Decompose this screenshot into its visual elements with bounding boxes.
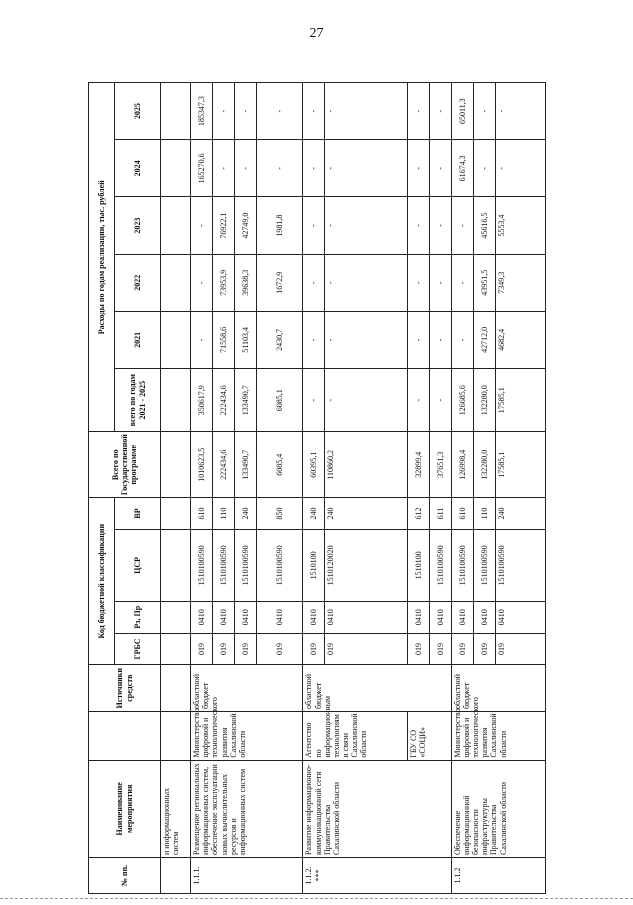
cell-csr: 1510100590 bbox=[473, 529, 495, 601]
header-2021: 2021 bbox=[115, 311, 161, 368]
cell-2023: 45616,5 bbox=[473, 197, 495, 254]
cell-2022: 7349,3 bbox=[495, 254, 545, 311]
header-source: Источники средств bbox=[89, 665, 161, 712]
cell-2021: 71558,6 bbox=[213, 311, 235, 368]
cell-total: 1010623,5 bbox=[191, 432, 213, 498]
cell-csr: 1510100590 bbox=[429, 529, 451, 601]
cell-grbs: 019 bbox=[473, 633, 495, 665]
cell-total: 133490,7 bbox=[235, 432, 257, 498]
cell-sum: - bbox=[303, 368, 325, 432]
cell-2024: 165270,6 bbox=[191, 140, 213, 197]
cell-csr: 1510120020 bbox=[325, 529, 407, 601]
header-name: Наименование мероприятия bbox=[89, 760, 161, 857]
cell-sum: - bbox=[407, 368, 429, 432]
cell-sum: - bbox=[429, 368, 451, 432]
cell-rz: 0410 bbox=[257, 601, 303, 633]
cell-2025: - bbox=[257, 83, 303, 140]
cell-2022: - bbox=[191, 254, 213, 311]
cell-total: 126998,4 bbox=[451, 432, 473, 498]
cell-2025: 65011,3 bbox=[451, 83, 473, 140]
row-executor: Министерство цифровой и технологического развития Сахалинской области bbox=[191, 711, 303, 760]
cell-sum: 133490,7 bbox=[235, 368, 257, 432]
cell-2021: - bbox=[303, 311, 325, 368]
cell-2021: 2430,7 bbox=[257, 311, 303, 368]
cell-grbs: 019 bbox=[407, 633, 429, 665]
rotated-table-frame bbox=[88, 82, 546, 894]
cell-2025: 185347,3 bbox=[191, 83, 213, 140]
cell-sum: 17585,1 bbox=[495, 368, 545, 432]
cell-csr: 1510100 bbox=[407, 529, 429, 601]
cell-2024: - bbox=[473, 140, 495, 197]
cell-2023: - bbox=[325, 197, 407, 254]
row-name: Обеспечение информационной безопасности инфраструктуры Правительства Сахалинской области bbox=[451, 760, 545, 857]
cell-2022: - bbox=[451, 254, 473, 311]
cell-grbs: 019 bbox=[235, 633, 257, 665]
cell-vr: 610 bbox=[451, 498, 473, 530]
cell-2022: - bbox=[407, 254, 429, 311]
cell-2025: - bbox=[303, 83, 325, 140]
cell-csr: 1510100 bbox=[303, 529, 325, 601]
row-source: областной бюджет bbox=[451, 665, 545, 712]
cell-vr: 240 bbox=[325, 498, 407, 530]
header-expenses: Расходы по годам реализации, тыс. рублей bbox=[89, 83, 115, 432]
cell-2025: - bbox=[407, 83, 429, 140]
cell-2023: - bbox=[303, 197, 325, 254]
header-csr: ЦСР bbox=[115, 529, 161, 601]
cell-vr: 110 bbox=[473, 498, 495, 530]
cell-2024: 61674,3 bbox=[451, 140, 473, 197]
row-name: Развитие информационно-коммуникационной сети Правительства Сахалинской области bbox=[303, 760, 451, 857]
cell-vr: 610 bbox=[191, 498, 213, 530]
cell-vr: 240 bbox=[495, 498, 545, 530]
cell-rz: 0410 bbox=[325, 601, 407, 633]
cell-grbs: 019 bbox=[451, 633, 473, 665]
cell-rz: 0410 bbox=[235, 601, 257, 633]
cell-2024: - bbox=[213, 140, 235, 197]
header-rz-pr: Рз, Пр bbox=[115, 601, 161, 633]
cell-2024: - bbox=[303, 140, 325, 197]
row-executor: Министерство цифровой и технологического развития Сахалинской области bbox=[451, 711, 545, 760]
table-row bbox=[303, 83, 325, 894]
cell-sum: 6085,1 bbox=[257, 368, 303, 432]
cell-vr: 110 bbox=[213, 498, 235, 530]
row-num: 1.1.2 bbox=[451, 858, 545, 894]
cell-grbs: 019 bbox=[325, 633, 407, 665]
cell-sum: 222434,6 bbox=[213, 368, 235, 432]
cell-total: 32899,4 bbox=[407, 432, 429, 498]
cell-2021: 42712,0 bbox=[473, 311, 495, 368]
header-2023: 2023 bbox=[115, 197, 161, 254]
cell-sum: 350617,9 bbox=[191, 368, 213, 432]
cell-rz: 0410 bbox=[191, 601, 213, 633]
budget-table bbox=[88, 82, 546, 894]
row-executor: Агентство по информационным технологиям и связи Сахалинской области bbox=[303, 711, 407, 760]
cell-sum: - bbox=[325, 368, 407, 432]
cell-2025: - bbox=[213, 83, 235, 140]
cell-2021: 51103,4 bbox=[235, 311, 257, 368]
cell-2025: - bbox=[235, 83, 257, 140]
cell-csr: 1510100590 bbox=[235, 529, 257, 601]
cell-total: 222434,6 bbox=[213, 432, 235, 498]
cell-2021: - bbox=[407, 311, 429, 368]
cell-sum: 126685,6 bbox=[451, 368, 473, 432]
cell-2021: - bbox=[451, 311, 473, 368]
cell-2022: 73953,9 bbox=[213, 254, 235, 311]
header-2025: 2025 bbox=[115, 83, 161, 140]
cell-grbs: 019 bbox=[213, 633, 235, 665]
cell-vr: 240 bbox=[303, 498, 325, 530]
cell-vr: 612 bbox=[407, 498, 429, 530]
row-num: 1.1.1. bbox=[191, 858, 303, 894]
cell-rz: 0410 bbox=[407, 601, 429, 633]
row-name: Размещение региональных информационных систем, обеспечение эксплуатации новых вычислительных ресурсов и информационных систем bbox=[191, 760, 303, 857]
cell-2023: - bbox=[451, 197, 473, 254]
page-number: 27 bbox=[309, 26, 324, 41]
row-source: областной бюджет bbox=[191, 665, 303, 712]
header-budget-code: Код бюджетной классификации bbox=[89, 498, 115, 665]
continuation-name: и информационных систем bbox=[161, 760, 191, 857]
cell-grbs: 019 bbox=[429, 633, 451, 665]
cell-total: 17585,1 bbox=[495, 432, 545, 498]
cell-2025: - bbox=[429, 83, 451, 140]
cell-2022: 39638,3 bbox=[235, 254, 257, 311]
table-row bbox=[451, 83, 473, 894]
cell-rz: 0410 bbox=[429, 601, 451, 633]
cell-csr: 1510100590 bbox=[451, 529, 473, 601]
cell-grbs: 019 bbox=[257, 633, 303, 665]
header-total-years: всего по годам 2021 - 2025 bbox=[115, 368, 161, 432]
cell-2025: - bbox=[325, 83, 407, 140]
table-row-continuation bbox=[161, 83, 191, 894]
cell-2022: 1672,9 bbox=[257, 254, 303, 311]
cell-total: 37651,3 bbox=[429, 432, 451, 498]
cell-sum: 132280,0 bbox=[473, 368, 495, 432]
cell-2024: - bbox=[257, 140, 303, 197]
cell-rz: 0410 bbox=[303, 601, 325, 633]
cell-2023: 5553,4 bbox=[495, 197, 545, 254]
cell-2023: 42749,0 bbox=[235, 197, 257, 254]
cell-csr: 1510100590 bbox=[495, 529, 545, 601]
cell-2022: - bbox=[303, 254, 325, 311]
cell-total: 132280,0 bbox=[473, 432, 495, 498]
cell-rz: 0410 bbox=[213, 601, 235, 633]
cell-2025: - bbox=[495, 83, 545, 140]
row-executor-sub: ГБУ СО «СОЦИ» bbox=[407, 711, 451, 760]
cell-2023: - bbox=[407, 197, 429, 254]
header-executor bbox=[89, 711, 161, 760]
header-grbs: ГРБС bbox=[115, 633, 161, 665]
header-2024: 2024 bbox=[115, 140, 161, 197]
scan-edge-line bbox=[0, 898, 633, 899]
rotated-table-container bbox=[88, 82, 546, 894]
cell-grbs: 019 bbox=[495, 633, 545, 665]
cell-vr: 240 bbox=[235, 498, 257, 530]
cell-total: 60395,1 bbox=[303, 432, 325, 498]
cell-total: 110860,2 bbox=[325, 432, 407, 498]
cell-2023: 1981,8 bbox=[257, 197, 303, 254]
row-source: областной бюджет bbox=[303, 665, 451, 712]
cell-2024: - bbox=[495, 140, 545, 197]
cell-rz: 0410 bbox=[495, 601, 545, 633]
cell-2025: - bbox=[473, 83, 495, 140]
row-num: 1.1.2. *** bbox=[303, 858, 451, 894]
cell-2024: - bbox=[235, 140, 257, 197]
cell-csr: 1510100590 bbox=[191, 529, 213, 601]
cell-2021: - bbox=[191, 311, 213, 368]
cell-total: 6085,4 bbox=[257, 432, 303, 498]
cell-2024: - bbox=[325, 140, 407, 197]
cell-rz: 0410 bbox=[451, 601, 473, 633]
header-num: № пп. bbox=[89, 858, 161, 894]
cell-vr: 850 bbox=[257, 498, 303, 530]
header-vr: ВР bbox=[115, 498, 161, 530]
cell-grbs: 019 bbox=[303, 633, 325, 665]
cell-csr: 1510100590 bbox=[257, 529, 303, 601]
cell-vr: 611 bbox=[429, 498, 451, 530]
cell-csr: 1510100590 bbox=[213, 529, 235, 601]
cell-2023: - bbox=[429, 197, 451, 254]
cell-2021: 4682,4 bbox=[495, 311, 545, 368]
cell-rz: 0410 bbox=[473, 601, 495, 633]
header-2022: 2022 bbox=[115, 254, 161, 311]
cell-grbs: 019 bbox=[191, 633, 213, 665]
cell-2023: - bbox=[191, 197, 213, 254]
table-row bbox=[191, 83, 213, 894]
header-total-program: Всего по Государственной программе bbox=[89, 432, 161, 498]
cell-2024: - bbox=[407, 140, 429, 197]
cell-2023: 76922,1 bbox=[213, 197, 235, 254]
cell-2021: - bbox=[325, 311, 407, 368]
cell-2021: - bbox=[429, 311, 451, 368]
cell-2024: - bbox=[429, 140, 451, 197]
cell-2022: - bbox=[429, 254, 451, 311]
cell-2022: - bbox=[325, 254, 407, 311]
cell-2022: 43951,5 bbox=[473, 254, 495, 311]
